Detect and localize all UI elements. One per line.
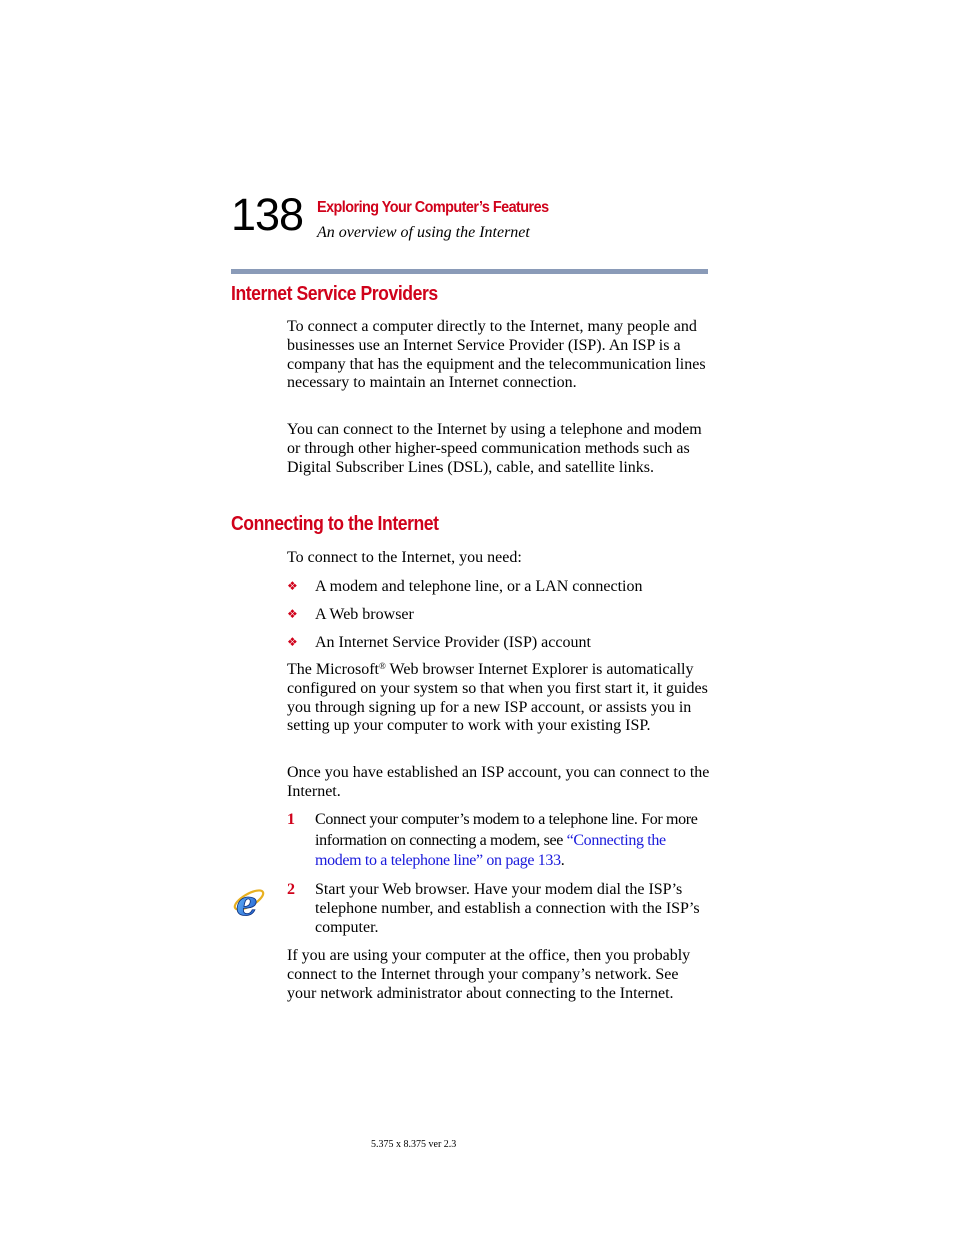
list-item-text: An Internet Service Provider (ISP) account <box>315 634 591 651</box>
step-text-end: . <box>560 852 565 869</box>
heading-internet-service-providers: Internet Service Providers <box>231 283 438 305</box>
microsoft-text-rest: Web browser Internet Explorer is automatically configured on your system so that when you first start it, it guides you through signing up for a new ISP account, or assists you in setting up your computer to work with your existing ISP. <box>287 661 708 735</box>
step-text-body: Connect your computer’s modem to a telephone line. For more information on connecting a modem, see <box>315 811 698 849</box>
registered-mark: ® <box>378 661 386 671</box>
page-number: 138 <box>231 189 304 240</box>
step-2 <box>287 880 711 937</box>
list-item-text: A Web browser <box>315 606 414 623</box>
step-text <box>315 810 711 872</box>
isp-paragraph-2: You can connect to the Internet by using a telephone and modem or through other higher-speed communication methods such as Digital Subscriber Lines (DSL), cable, and satellite links. <box>287 421 702 476</box>
step-number: 2 <box>287 881 295 898</box>
list-item <box>287 577 642 596</box>
connecting-modem-link[interactable]: “Connecting the modem to a telephone line” on page 133 <box>315 831 666 869</box>
internet-explorer-icon <box>231 884 267 920</box>
step-text: Start your Web browser. Have your modem dial the ISP’s telephone number, and establish a connection with the ISP’s computer. <box>315 881 700 936</box>
list-item <box>287 633 591 652</box>
established-paragraph: Once you have established an ISP account, you can connect to the Internet. <box>287 764 710 800</box>
svg-text:e: e <box>236 884 258 920</box>
chapter-title: Exploring Your Computer’s Features <box>317 199 549 216</box>
header-divider <box>231 269 708 274</box>
bullet-diamond-icon: ❖ <box>287 635 298 649</box>
office-paragraph: If you are using your computer at the office, then you probably connect to the Internet through your company’s network. See your network administrator about connecting to the Internet. <box>287 947 691 1002</box>
isp-paragraph-1: To connect a computer directly to the Internet, many people and businesses use an Internet Service Provider (ISP). An ISP is a company that has the equipment and the telecommunication lines necessary to maintain an Internet connection. <box>287 318 706 392</box>
step-1 <box>287 810 711 872</box>
microsoft-text: The Microsoft <box>287 661 379 678</box>
bullet-diamond-icon: ❖ <box>287 607 298 621</box>
step-number: 1 <box>287 811 295 828</box>
list-item-text: A modem and telephone line, or a LAN connection <box>315 578 643 595</box>
footer-version: 5.375 x 8.375 ver 2.3 <box>371 1139 457 1150</box>
heading-connecting-to-the-internet: Connecting to the Internet <box>231 513 439 535</box>
requirements-intro: To connect to the Internet, you need: <box>287 549 522 566</box>
microsoft-paragraph <box>287 661 711 736</box>
list-item <box>287 605 414 624</box>
bullet-diamond-icon: ❖ <box>287 579 298 593</box>
section-subtitle: An overview of using the Internet <box>317 224 530 241</box>
